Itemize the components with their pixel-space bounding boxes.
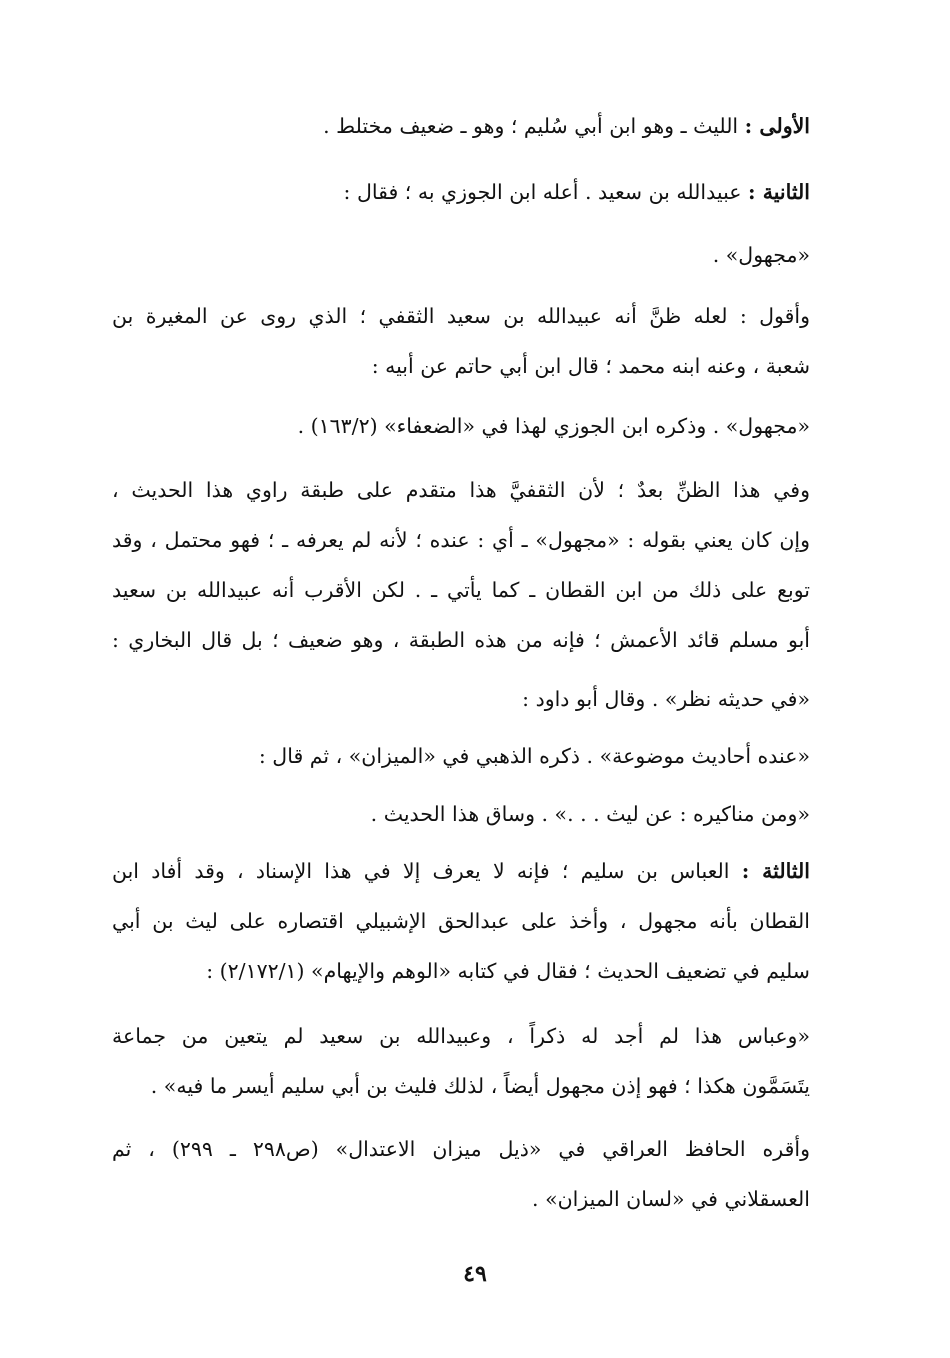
text-span: العباس بن سليم ؛ فإنه لا يعرف إلا في هذا الإسناد ، وقد أفاد ابن xyxy=(112,859,730,883)
section-label-second: الثانية : xyxy=(748,180,810,204)
paragraph-third-line xyxy=(112,855,810,887)
quote-line: «في حديثه نظر» . وقال أبو داود : xyxy=(522,687,810,711)
paragraph-first-line xyxy=(323,110,810,142)
paragraph-second-line xyxy=(344,176,810,208)
section-label-first: الأولى : xyxy=(744,114,810,138)
paragraph-line: شعبة ، وعنه ابنه محمد ؛ قال ابن أبي حاتم عن أبيه : xyxy=(371,354,810,378)
quote-line: «مجهول» . xyxy=(712,243,810,267)
paragraph-line: أبو مسلم قائد الأعمش ؛ فإنه من هذه الطبقة ، وهو ضعيف ؛ بل قال البخاري : xyxy=(112,628,810,652)
page-number: ٤٩ xyxy=(463,1261,487,1287)
paragraph-line: توبع على ذلك من ابن القطان ـ كما يأتي ـ . لكن الأقرب أنه عبيدالله بن سعيد xyxy=(112,578,810,602)
paragraph-line: سليم في تضعيف الحديث ؛ فقال في كتابه «الوهم والإيهام» (٢/١٧٢/١) : xyxy=(206,959,810,983)
quote-line: يتَسَمَّون هكذا ؛ فهو إذن مجهول أيضاً ، لذلك فليث بن أبي سليم أيسر ما فيه» . xyxy=(150,1074,810,1098)
paragraph-line: القطان بأنه مجهول ، وأخذ على عبدالحق الإشبيلي اقتصاره على ليث بن أبي xyxy=(112,909,810,933)
quote-line: «عنده أحاديث موضوعة» . ذكره الذهبي في «الميزان» ، ثم قال : xyxy=(258,744,810,768)
text-span: عبيدالله بن سعيد . أعله ابن الجوزي به ؛ فقال : xyxy=(343,180,742,204)
paragraph-line: وأقول : لعله ظنَّ أنه عبيدالله بن سعيد الثقفي ؛ الذي روى عن المغيرة بن xyxy=(112,304,810,328)
quote-line: «مجهول» . وذكره ابن الجوزي لهذا في «الضعفاء» (١٦٣/٢) . xyxy=(297,414,810,438)
section-label-third: الثالثة : xyxy=(741,859,810,883)
quote-line: «وعباس هذا لم أجد له ذكراً ، وعبيدالله بن سعيد لم يتعين من جماعة xyxy=(112,1024,810,1048)
paragraph-line: وإن كان يعني بقوله : «مجهول» ـ أي : عنده ؛ لأنه لم يعرفه ـ ؛ فهو محتمل ، وقد xyxy=(112,528,810,552)
quote-line: «ومن مناكيره : عن ليث . . .» . وساق هذا الحديث . xyxy=(370,802,810,826)
paragraph-line: وأقره الحافظ العراقي في «ذيل ميزان الاعتدال» (ص٢٩٨ ـ ٢٩٩) ، ثم xyxy=(112,1137,810,1161)
paragraph-line: وفي هذا الظنِّ بعدٌ ؛ لأن الثقفيَّ هذا متقدم على طبقة راوي هذا الحديث ، xyxy=(112,478,810,502)
text-span: الليث ـ وهو ابن أبي سُليم ؛ وهو ـ ضعيف مختلط . xyxy=(323,114,739,138)
paragraph-line: العسقلاني في «لسان الميزان» . xyxy=(532,1187,810,1211)
